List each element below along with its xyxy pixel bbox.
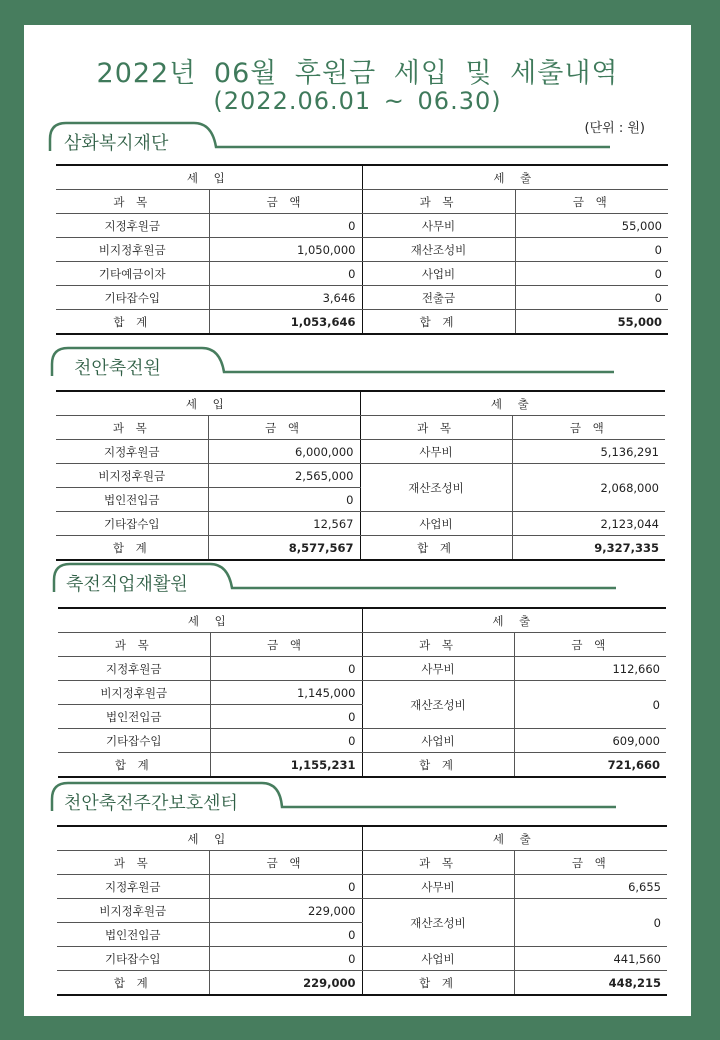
col-amount-header: 금 액	[515, 190, 668, 214]
expense-amount: 55,000	[515, 214, 668, 238]
income-item: 비지정후원금	[57, 899, 209, 923]
col-amount-header: 금 액	[512, 416, 665, 440]
expense-item: 사무비	[362, 875, 514, 899]
table-row	[57, 947, 667, 971]
section-header	[24, 781, 691, 815]
income-amount: 0	[210, 657, 362, 681]
income-header: 세 입	[56, 391, 360, 416]
income-amount: 2,565,000	[208, 464, 360, 488]
col-amount-header: 금 액	[209, 851, 362, 875]
expense-total: 9,327,335	[512, 536, 665, 561]
total-row	[57, 971, 667, 996]
expense-amount: 0	[515, 286, 668, 310]
col-amount-header: 금 액	[209, 190, 362, 214]
expense-item: 재산조성비	[362, 238, 515, 262]
col-amount-header: 금 액	[514, 633, 666, 657]
expense-amount: 112,660	[514, 657, 666, 681]
income-amount: 0	[209, 262, 362, 286]
income-amount: 0	[209, 947, 362, 971]
col-item-header: 과 목	[360, 416, 512, 440]
income-total: 229,000	[209, 971, 362, 996]
income-item: 기타잡수입	[56, 512, 208, 536]
section-title: 천안축전원	[74, 358, 161, 379]
page-period: (2022.06.01 ~ 06.30)	[213, 87, 502, 115]
table-row	[57, 899, 667, 923]
expense-total-label: 합 계	[362, 310, 515, 335]
col-amount-header: 금 액	[210, 633, 362, 657]
expense-item: 재산조성비	[362, 681, 514, 729]
expense-total: 448,215	[514, 971, 667, 996]
income-header: 세 입	[56, 165, 362, 190]
table-row	[56, 262, 668, 286]
income-item: 지정후원금	[56, 214, 209, 238]
income-amount: 229,000	[209, 899, 362, 923]
income-amount: 0	[209, 214, 362, 238]
section-header	[24, 121, 691, 155]
document-page	[24, 25, 691, 1016]
income-total: 8,577,567	[208, 536, 360, 561]
col-item-header: 과 목	[58, 633, 210, 657]
income-item: 법인전입금	[56, 488, 208, 512]
finance-table	[56, 164, 668, 335]
income-amount: 3,646	[209, 286, 362, 310]
expense-amount: 0	[515, 238, 668, 262]
table-row	[58, 657, 666, 681]
income-item: 법인전입금	[58, 705, 210, 729]
col-item-header: 과 목	[56, 190, 209, 214]
income-amount: 6,000,000	[208, 440, 360, 464]
expense-item: 사업비	[362, 262, 515, 286]
col-amount-header: 금 액	[208, 416, 360, 440]
income-total: 1,053,646	[209, 310, 362, 335]
expense-item: 사무비	[360, 440, 512, 464]
income-item: 비지정후원금	[56, 464, 208, 488]
finance-table	[58, 607, 666, 778]
expense-item: 전출금	[362, 286, 515, 310]
total-row	[56, 310, 668, 335]
income-total-label: 합 계	[57, 971, 209, 996]
income-total-label: 합 계	[56, 310, 209, 335]
section-header	[24, 562, 691, 596]
expense-item: 사업비	[360, 512, 512, 536]
income-total-label: 합 계	[56, 536, 208, 561]
table-row	[58, 729, 666, 753]
income-amount: 0	[210, 729, 362, 753]
col-item-header: 과 목	[57, 851, 209, 875]
income-amount: 12,567	[208, 512, 360, 536]
table-row	[56, 512, 665, 536]
section-header	[24, 346, 691, 380]
unit-label: (단위 : 원)	[584, 121, 645, 136]
income-header: 세 입	[57, 826, 362, 851]
section-title: 삼화복지재단	[64, 133, 169, 154]
col-item-header: 과 목	[56, 416, 208, 440]
income-item: 비지정후원금	[56, 238, 209, 262]
col-amount-header: 금 액	[514, 851, 667, 875]
expense-item: 사무비	[362, 657, 514, 681]
income-total-label: 합 계	[58, 753, 210, 778]
expense-total-label: 합 계	[362, 971, 514, 996]
table-row	[56, 238, 668, 262]
table-row	[56, 464, 665, 488]
expense-amount: 5,136,291	[512, 440, 665, 464]
col-item-header: 과 목	[362, 633, 514, 657]
income-item: 비지정후원금	[58, 681, 210, 705]
table-row	[56, 440, 665, 464]
total-row	[56, 536, 665, 561]
table-row	[58, 681, 666, 705]
income-total: 1,155,231	[210, 753, 362, 778]
expense-item: 재산조성비	[360, 464, 512, 512]
expense-item: 사업비	[362, 947, 514, 971]
income-amount: 0	[209, 875, 362, 899]
expense-amount: 441,560	[514, 947, 667, 971]
expense-item: 재산조성비	[362, 899, 514, 947]
income-amount: 1,145,000	[210, 681, 362, 705]
table-row	[56, 286, 668, 310]
page-title: 2022년 06월 후원금 세입 및 세출내역	[96, 58, 619, 89]
expense-item: 사업비	[362, 729, 514, 753]
income-item: 법인전입금	[57, 923, 209, 947]
expense-header: 세 출	[362, 608, 666, 633]
col-item-header: 과 목	[362, 851, 514, 875]
income-amount: 0	[208, 488, 360, 512]
expense-amount: 0	[514, 681, 666, 729]
income-item: 지정후원금	[58, 657, 210, 681]
income-item: 기타잡수입	[58, 729, 210, 753]
expense-amount: 0	[515, 262, 668, 286]
income-item: 지정후원금	[56, 440, 208, 464]
finance-table	[57, 825, 667, 996]
expense-header: 세 출	[360, 391, 665, 416]
expense-header: 세 출	[362, 165, 668, 190]
table-row	[57, 875, 667, 899]
income-item: 지정후원금	[57, 875, 209, 899]
expense-amount: 0	[514, 899, 667, 947]
expense-amount: 6,655	[514, 875, 667, 899]
expense-amount: 609,000	[514, 729, 666, 753]
income-header: 세 입	[58, 608, 362, 633]
income-amount: 0	[209, 923, 362, 947]
income-amount: 0	[210, 705, 362, 729]
table-row	[56, 214, 668, 238]
expense-amount: 2,068,000	[512, 464, 665, 512]
expense-total: 721,660	[514, 753, 666, 778]
section-title: 천안축전주간보호센터	[64, 793, 238, 814]
section-title: 축전직업재활원	[66, 574, 188, 595]
expense-total: 55,000	[515, 310, 668, 335]
expense-amount: 2,123,044	[512, 512, 665, 536]
income-item: 기타예금이자	[56, 262, 209, 286]
col-item-header: 과 목	[362, 190, 515, 214]
expense-header: 세 출	[362, 826, 667, 851]
income-item: 기타잡수입	[56, 286, 209, 310]
income-item: 기타잡수입	[57, 947, 209, 971]
income-amount: 1,050,000	[209, 238, 362, 262]
finance-table	[56, 390, 665, 561]
total-row	[58, 753, 666, 778]
expense-total-label: 합 계	[360, 536, 512, 561]
expense-item: 사무비	[362, 214, 515, 238]
expense-total-label: 합 계	[362, 753, 514, 778]
